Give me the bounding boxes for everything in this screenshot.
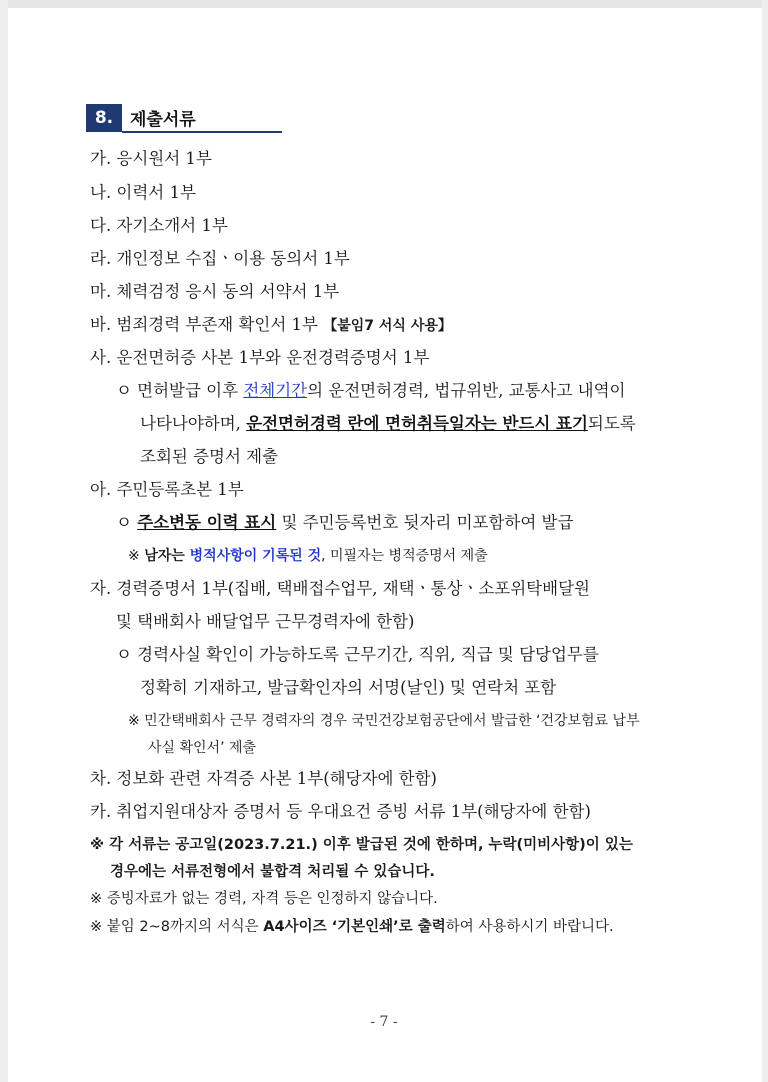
item-sa-bullet-2 [140, 413, 636, 435]
item-aa-note-pre: ※ [128, 548, 145, 564]
item-aa-note-post: , 미필자는 병적증명서 제출 [321, 548, 488, 564]
note-3 [90, 916, 614, 938]
item-ga: 가. 응시원서 1부 [90, 149, 212, 168]
page-edge-left [0, 0, 8, 1082]
item-sa-b2-post: 되도록 [587, 414, 636, 433]
note-3-bold: A4사이즈 ‘기본인쇄’로 출력 [263, 919, 446, 935]
item-ka: 카. 취업지원대상자 증명서 등 우대요건 증빙 서류 1부(해당자에 한함) [90, 802, 591, 821]
page-number: - 7 - [370, 1014, 398, 1030]
item-ja-line-2: 및 택배회사 배달업무 근무경력자에 한함) [116, 612, 415, 631]
item-aa: 아. 주민등록초본 1부 [90, 480, 244, 499]
item-ja-note-1: ※ 민간택배회사 근무 경력자의 경우 국민건강보험공단에서 발급한 ‘건강보험료 납부 [128, 713, 640, 729]
item-sa-b1-pre: ㅇ 면허발급 이후 [116, 381, 244, 400]
note-1-line-1: ※ 각 서류는 공고일(2023.7.21.) 이후 발급된 것에 한하며, 누락(미비사항)이 있는 [90, 837, 633, 853]
item-ja-line-1: 자. 경력증명서 1부(집배, 택배접수업무, 재택ㆍ통상ㆍ소포위탁배달원 [90, 579, 590, 598]
note-3-post: 하여 사용하시기 바랍니다. [445, 919, 614, 935]
note-1-line-2: 경우에는 서류전형에서 불합격 처리될 수 있습니다. [110, 864, 435, 880]
item-sa: 사. 운전면허증 사본 1부와 운전경력증명서 1부 [90, 348, 430, 367]
item-ra: 라. 개인정보 수집ㆍ이용 동의서 1부 [90, 249, 350, 268]
note-3-pre: ※ 붙임 2~8까지의 서식은 [90, 919, 264, 935]
item-ba [90, 314, 452, 337]
page-edge-right [762, 0, 768, 1082]
item-aa-b1-bold: 주소변동 이력 표시 [137, 513, 277, 532]
item-sa-b2-bold: 운전면허경력 란에 면허취득일자는 반드시 표기 [246, 414, 588, 433]
item-na: 나. 이력서 1부 [90, 183, 196, 202]
item-aa-note-blue: 병적사항이 기록된 것 [189, 548, 322, 564]
item-sa-b2-pre: 나타나야하며, [140, 414, 247, 433]
item-ba-text: 바. 범죄경력 부존재 확인서 1부 [90, 315, 318, 334]
section-title: 제출서류 [130, 110, 196, 130]
item-sa-bullet-1 [116, 380, 625, 402]
section-number-badge: 8. [86, 104, 122, 132]
item-ja-bullet-2: 정확히 기재하고, 발급확인자의 서명(날인) 및 연락처 포함 [140, 678, 557, 697]
item-sa-b1-post: 의 운전면허경력, 법규위반, 교통사고 내역이 [307, 381, 626, 400]
item-ma: 마. 체력검정 응시 동의 서약서 1부 [90, 282, 340, 301]
item-ba-note: 【붙임7 서식 사용】 [323, 318, 452, 334]
item-sa-bullet-3: 조회된 증명서 제출 [140, 447, 279, 466]
item-ja-bullet-1: ㅇ 경력사실 확인이 가능하도록 근무기간, 직위, 직급 및 담당업무를 [116, 645, 599, 664]
section-header [86, 104, 282, 134]
item-da: 다. 자기소개서 1부 [90, 216, 228, 235]
page-edge-top [0, 0, 768, 8]
item-aa-note [128, 545, 488, 567]
item-aa-note-bold: 남자는 [144, 548, 190, 564]
item-aa-b1-pre: ㅇ [116, 513, 138, 532]
note-2: ※ 증빙자료가 없는 경력, 자격 등은 인정하지 않습니다. [90, 891, 438, 907]
section-underline [122, 131, 282, 133]
item-cha: 차. 정보화 관련 자격증 사본 1부(해당자에 한함) [90, 769, 437, 788]
item-aa-bullet-1 [116, 512, 573, 534]
item-sa-b1-link: 전체기간 [243, 381, 308, 400]
item-aa-b1-post: 및 주민등록번호 뒷자리 미포함하여 발급 [276, 513, 574, 532]
item-ja-note-2: 사실 확인서’ 제출 [148, 740, 257, 756]
